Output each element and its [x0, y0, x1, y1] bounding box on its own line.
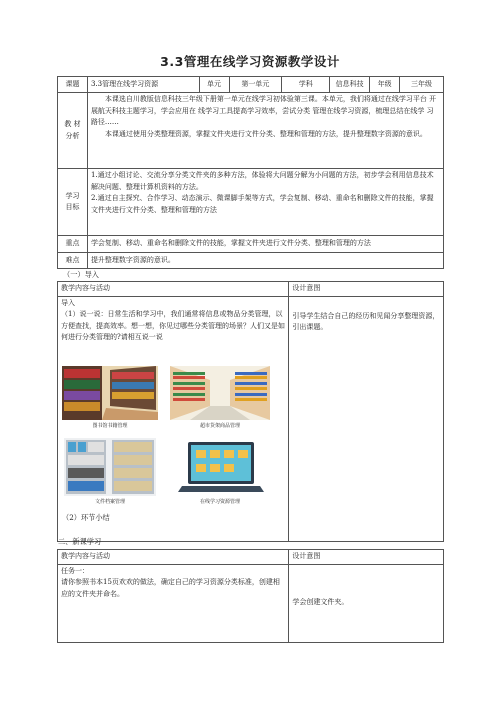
caption-supermarket: 超市货架商品管理 — [199, 423, 240, 429]
task-heading: 任务一： — [61, 566, 89, 575]
analysis-para-1: 本课选自川教版信息科技三年级下册第一单元在线学习初体验第三课。本单元，我们将通过在线学习平台 开展航天科技主题学习，学会应用在 线学习工具提高学习效率，尝试分类 管理在线学习资源，梳理总结在线学 习路径…… — [90, 95, 437, 126]
intro-question: （1）说一说：日常生活和学习中，我们通常将信息或物品分类管理，以方便查找，提高效率。想一想，你见过哪些分类管理的场景？人们又是如何进行分类管理的?请相互说一说 — [61, 310, 285, 341]
analysis-para-2: 本课通过使用分类整理资源，掌握文件夹进行文件分类、整理和管理的方法，提升整理数字资源的意识。 — [104, 129, 427, 138]
unit-value: 第一单元 — [229, 77, 282, 93]
task-text: 请你参照书本15页欢欢的做法，确定自己的学习资源分类标准，创建相应的文件夹并命名。 — [61, 578, 280, 598]
intro-col-intent: 设计意图 — [289, 282, 444, 297]
page-title: 3.3管理在线学习资源教学设计 — [160, 54, 340, 69]
caption-library: 图书馆书籍管理 — [92, 423, 128, 429]
subject-label: 学科 — [282, 77, 330, 93]
goals-label: 学习 目标 — [58, 169, 88, 236]
intro-col-activity: 教学内容与活动 — [58, 282, 289, 297]
supermarket-image — [170, 366, 270, 420]
lesson-label: 课题 — [58, 77, 88, 93]
library-image — [62, 366, 158, 420]
section-2-heading: 二、新课学习 — [58, 537, 102, 546]
intro-intent: 引导学生结合自己的经历和见闻分享整理资源，引出课题。 — [289, 296, 444, 541]
goals-content — [87, 169, 443, 236]
difficult-text: 提升整理数字资源的意识。 — [87, 253, 443, 269]
lesson-info-table — [57, 76, 444, 269]
unit-label: 单元 — [199, 77, 229, 93]
online-resources-image — [178, 440, 264, 494]
analysis-content — [87, 93, 443, 169]
new-col-activity: 教学内容与活动 — [58, 550, 289, 565]
lesson-value: 3.3管理在线学习资源 — [87, 77, 199, 93]
key-text: 学会复制、移动、重命名和删除文件的技能，掌握文件夹进行文件分类、整理和管理的方法 — [87, 236, 443, 253]
goal-1: 1.通过小组讨论、交流分享分类文件夹的多种方法，体验将大问题分解为小问题的方法，初步学会利用信息技术解决问题、整理计算机资料的方法。 — [90, 171, 434, 191]
new-col-intent: 设计意图 — [289, 550, 444, 565]
goal-2: 2.通过自主探究、合作学习、动态演示、微课脚手架等方式，学会复制、移动、重命名和删除文件的技能，掌握文件夹进行文件分类、整理和管理的方法 — [90, 194, 434, 214]
intro-summary: （2）环节小结 — [62, 513, 110, 522]
grade-label: 年级 — [370, 77, 400, 93]
key-label: 重点 — [58, 236, 88, 253]
task-cell — [58, 564, 289, 642]
new-lesson-table — [57, 549, 444, 643]
task-intent: 学会创建文件夹。 — [289, 564, 444, 642]
section-1-heading: （一）导入 — [63, 270, 99, 279]
subject-value: 信息科技 — [330, 77, 370, 93]
caption-file-archive: 文件档案管理 — [94, 499, 125, 505]
difficult-label: 难点 — [58, 253, 88, 269]
caption-online-resources: 在线学习资源管理 — [199, 499, 240, 505]
file-archive-image — [64, 438, 156, 496]
analysis-label: 教 材 分析 — [58, 93, 88, 169]
intro-sub-heading: 导入 — [61, 298, 75, 307]
grade-value: 三年级 — [400, 77, 444, 93]
